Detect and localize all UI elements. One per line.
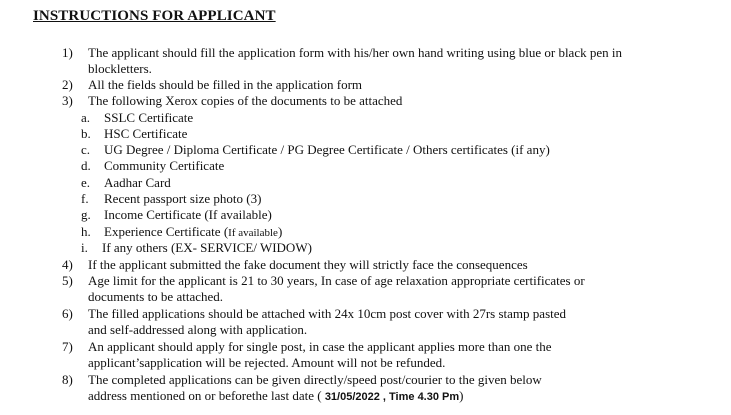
document-text: Community Certificate bbox=[104, 158, 225, 173]
item-text-cont: and self-addressed along with application. bbox=[88, 322, 308, 337]
item-text: If the applicant submitted the fake document they will strictly face the consequences bbox=[88, 257, 528, 272]
document-letter: g. bbox=[81, 207, 91, 222]
document-letter: h. bbox=[81, 224, 91, 239]
item-text: The filled applications should be attached with 24x 10cm post cover with 27rs stamp pasted bbox=[88, 306, 567, 321]
document-text: HSC Certificate bbox=[104, 126, 188, 141]
item-text: An applicant should apply for single post, in case the applicant applies more than one the bbox=[88, 339, 552, 354]
item-number: 4) bbox=[62, 257, 73, 272]
item-number: 6) bbox=[62, 306, 73, 321]
item-text-cont bbox=[88, 388, 464, 405]
item-text-cont: documents to be attached. bbox=[88, 289, 224, 304]
document-letter: b. bbox=[81, 126, 91, 141]
document-text-small: If available bbox=[228, 227, 278, 239]
document-text: Income Certificate (If available) bbox=[104, 207, 272, 222]
document-text: If any others (EX- SERVICE/ WIDOW) bbox=[102, 240, 312, 255]
page-title: INSTRUCTIONS FOR APPLICANT bbox=[33, 8, 276, 24]
document-text: SSLC Certificate bbox=[104, 110, 194, 125]
document-text: Aadhar Card bbox=[104, 175, 171, 190]
document-letter: a. bbox=[81, 110, 91, 125]
item-text: All the fields should be filled in the application form bbox=[88, 77, 363, 92]
item-text: The completed applications can be given directly/speed post/courier to the given below bbox=[88, 372, 542, 387]
deadline-suffix: ) bbox=[459, 388, 464, 403]
document-text bbox=[104, 224, 282, 241]
document-letter: d. bbox=[81, 158, 91, 173]
document-text: Recent passport size photo (3) bbox=[104, 191, 262, 206]
item-number: 8) bbox=[62, 372, 73, 387]
deadline-prefix: address mentioned on or beforethe last date ( bbox=[88, 388, 322, 403]
item-text: The applicant should fill the application form with his/her own hand writing using blue or black pen in bbox=[88, 45, 622, 60]
item-text: Age limit for the applicant is 21 to 30 years, In case of age relaxation appropriate certificates or bbox=[88, 273, 585, 288]
item-number: 1) bbox=[62, 45, 73, 60]
item-text: The following Xerox copies of the documents to be attached bbox=[88, 93, 403, 108]
document-text-main: Experience Certificate ( bbox=[104, 224, 229, 239]
document-text: UG Degree / Diploma Certificate / PG Degree Certificate / Others certificates (if any) bbox=[104, 142, 550, 157]
item-text-cont: blockletters. bbox=[88, 61, 152, 76]
item-number: 2) bbox=[62, 77, 73, 92]
item-number: 5) bbox=[62, 273, 73, 288]
item-number: 3) bbox=[62, 93, 73, 108]
deadline-date: 31/05/2022 , Time 4.30 Pm bbox=[324, 391, 460, 403]
document-letter: e. bbox=[81, 175, 91, 190]
document-letter: c. bbox=[81, 142, 91, 157]
document-letter: i. bbox=[81, 240, 88, 255]
document-letter: f. bbox=[81, 191, 89, 206]
document-text-end: ) bbox=[277, 224, 283, 239]
item-text-cont: applicant’sapplication will be rejected. Amount will not be refunded. bbox=[88, 355, 446, 370]
item-number: 7) bbox=[62, 339, 73, 354]
